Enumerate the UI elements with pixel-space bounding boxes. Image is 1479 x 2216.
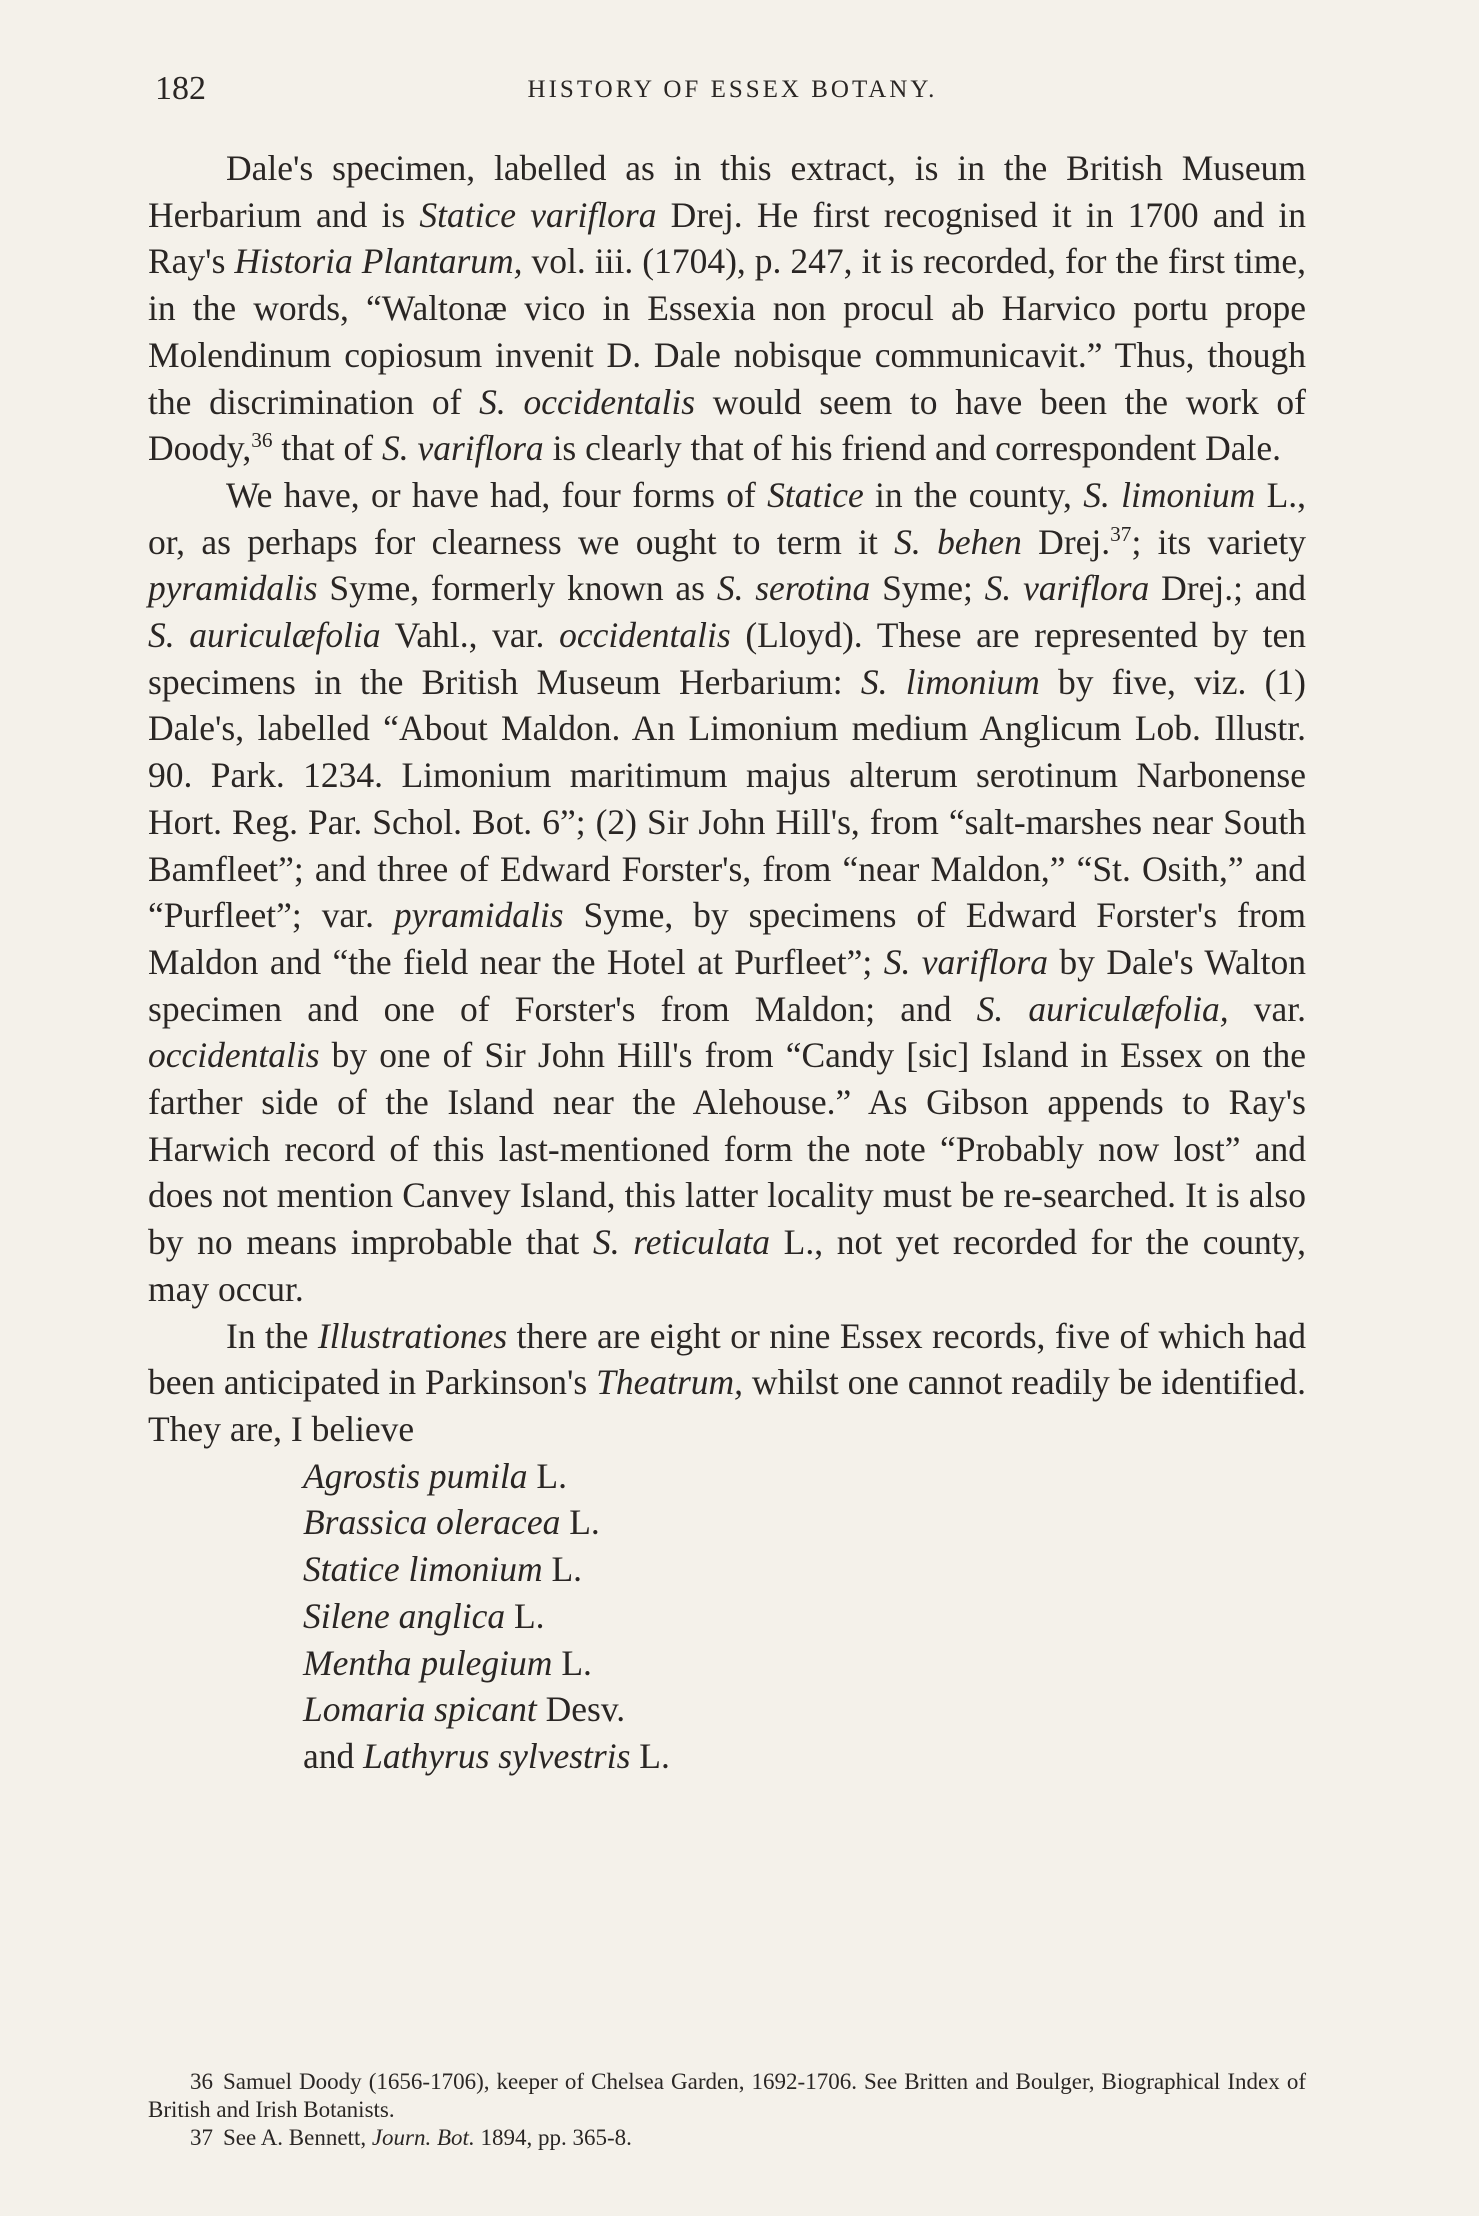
text-run: Samuel Doody (1656-1706), keeper of Chelsea Garden, 1692-1706. See Britten and Boulger, Biographical Index of British and Irish Botanists. xyxy=(148,2069,1306,2122)
italic-text: Theatrum, xyxy=(596,1362,744,1403)
text-run: (Lloyd). These are represented by ten specimens in the British Museum Herbarium: xyxy=(148,615,1306,702)
italic-text: pyramidalis xyxy=(148,568,318,609)
text-run: that of xyxy=(272,428,382,469)
italic-text: Journ. Bot. xyxy=(371,2125,475,2150)
italic-text: S. limonium xyxy=(860,661,1040,702)
text-run: is clearly that of his friend and correspondent Dale. xyxy=(543,428,1282,469)
text-run: by one of Sir John Hill's from “Candy [sic] Island in Essex on the farther side of the Island near the Alehouse.” As Gibson appends to Ray's Harwich record of this last-mentioned form the note “Probably now lost” and does not mention Canvey Island, this latter locality must be re-searched. It is also by no means improbable that xyxy=(148,1035,1306,1263)
italic-text: Agrostis pumila xyxy=(303,1455,528,1496)
italic-text: S. auriculæfolia xyxy=(148,615,381,656)
text-run: L. xyxy=(542,1549,583,1590)
text-run: Dale's specimen, labelled as in this extract, is in the British Museum Herbarium and is xyxy=(148,148,1306,235)
text-run: would seem to have been the work of Doody, xyxy=(148,381,1307,469)
italic-text: S. variflora xyxy=(381,428,544,469)
text-run: L. xyxy=(560,1502,600,1543)
text-run: L. xyxy=(630,1735,670,1776)
italic-text: Historia Plantarum, xyxy=(234,241,523,282)
italic-text: occidentalis xyxy=(559,615,731,656)
page-header xyxy=(155,70,1310,120)
footnote-ref: 36 xyxy=(251,428,273,453)
paragraph xyxy=(148,1313,1306,1453)
text-run: in the county, xyxy=(863,474,1084,515)
text-run: there are eight or nine Essex records, five of which had been anticipated in Parkinson's xyxy=(148,1315,1306,1403)
text-run: L., not yet recorded for the county, may occur. xyxy=(148,1222,1306,1309)
species-item xyxy=(303,1640,1306,1687)
italic-text: pyramidalis xyxy=(393,895,564,936)
text-run: var. xyxy=(1228,988,1306,1029)
italic-text: Statice variflora xyxy=(419,194,657,235)
italic-text: Brassica oleracea xyxy=(303,1502,561,1543)
footnote xyxy=(148,2068,1306,2124)
text-run: Syme, by specimens of Edward Forster's from Maldon and “the field near the Hotel at Purfleet”; xyxy=(148,895,1306,982)
text-run: See A. Bennett, xyxy=(223,2125,372,2150)
italic-text: S. serotina xyxy=(716,568,871,609)
text-run: L., or, as perhaps for clearness we ought to term it xyxy=(148,474,1307,562)
body-text xyxy=(148,145,1306,1780)
italic-text: S. auriculæfolia, xyxy=(976,988,1229,1029)
italic-text: occidentalis xyxy=(148,1035,320,1076)
italic-text: Mentha pulegium xyxy=(303,1642,553,1683)
italic-text: S. variflora xyxy=(984,568,1150,609)
text-run: In the xyxy=(226,1315,318,1356)
text-run: Syme; xyxy=(870,568,985,609)
paragraph xyxy=(148,145,1306,472)
text-run: vol. iii. (1704), p. 247, it is recorded, for the first time, in the words, “Waltonæ vico in Essexia non procul ab Harvico portu prope Molendinum copiosum invenit D. Dale nobisque communicavit.” Thus, though the discrimination of xyxy=(148,241,1306,422)
text-run: Desv. xyxy=(536,1689,626,1730)
species-item xyxy=(303,1686,1306,1733)
footnote-text xyxy=(223,2125,632,2150)
italic-text: S. occidentalis xyxy=(479,381,696,422)
footnotes xyxy=(148,2068,1306,2152)
text-run: L. xyxy=(527,1455,567,1496)
italic-text: Lomaria spicant xyxy=(303,1689,537,1730)
paragraph xyxy=(148,472,1306,1313)
text-run: L. xyxy=(505,1595,545,1636)
italic-text: S. behen xyxy=(894,521,1022,562)
text-run: Drej. He first recognised it in 1700 and in Ray's xyxy=(148,194,1306,282)
italic-text: S. reticulata xyxy=(592,1222,770,1263)
footnote-ref: 37 xyxy=(1110,521,1132,546)
text-run: Vahl., var. xyxy=(380,615,560,656)
text-run: We have, or have had, four forms of xyxy=(226,474,768,515)
text-run: Drej. xyxy=(1021,521,1111,562)
footnote xyxy=(148,2124,1306,2152)
italic-text: Statice limonium xyxy=(303,1549,543,1590)
text-run: 1894, pp. 365-8. xyxy=(474,2125,632,2150)
italic-text: Illustrationes xyxy=(317,1315,508,1356)
species-item xyxy=(303,1546,1306,1593)
text-run: L. xyxy=(552,1642,592,1683)
species-item xyxy=(303,1733,1306,1780)
running-title: HISTORY OF ESSEX BOTANY. xyxy=(527,76,938,103)
species-item xyxy=(303,1499,1306,1546)
species-list xyxy=(148,1453,1306,1780)
text-run: and xyxy=(303,1735,364,1776)
species-item xyxy=(303,1593,1306,1640)
page-number: 182 xyxy=(155,70,206,107)
footnote-number: 36 xyxy=(190,2069,213,2094)
species-item xyxy=(303,1453,1306,1500)
text-run: whilst one cannot readily be identified. They are, I believe xyxy=(148,1362,1306,1449)
italic-text: Silene anglica xyxy=(303,1595,506,1636)
footnote-number: 37 xyxy=(190,2125,213,2150)
footnote-text xyxy=(148,2069,1306,2122)
text-run: Drej.; and xyxy=(1149,568,1306,609)
italic-text: S. variflora xyxy=(883,941,1048,982)
text-run: by Dale's Walton specimen and one of Forster's from Maldon; and xyxy=(148,941,1307,1029)
text-run: by five, viz. (1) Dale's, labelled “About Maldon. An Limonium medium Anglicum Lob. Illustr. 90. Park. 1234. Limonium maritimum majus alterum serotinum Narbonense Hort. Reg. Par. Schol. Bot. 6”; (2) Sir John Hill's, from “salt-marshes near South Bamfleet”; and three of Edward Forster's, from “near Maldon,” “St. Osith,” and “Purfleet”; var. xyxy=(148,661,1306,936)
italic-text: Lathyrus sylvestris xyxy=(363,1735,631,1776)
text-run: ; its variety xyxy=(1131,521,1307,562)
italic-text: Statice xyxy=(767,474,864,515)
text-run: Syme, formerly known as xyxy=(317,568,717,609)
italic-text: S. limonium xyxy=(1083,474,1256,515)
